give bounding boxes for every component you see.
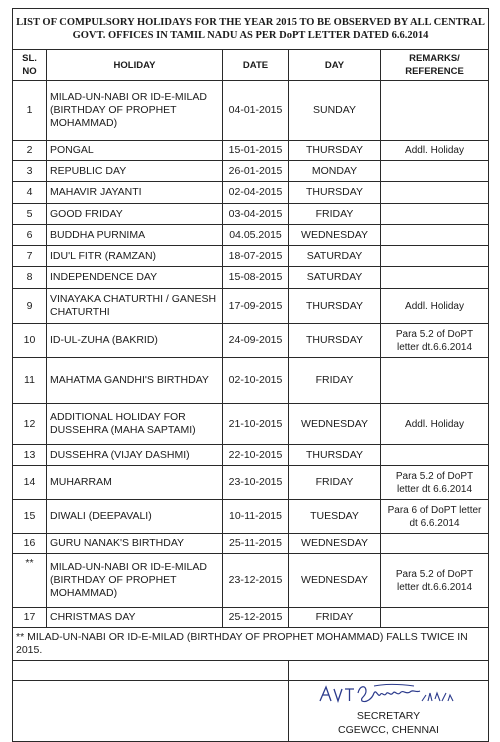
- holiday-cell: MAHAVIR JAYANTI: [47, 182, 223, 204]
- table-row: [13, 608, 489, 628]
- table-row: [13, 404, 489, 445]
- remarks-cell: Para 6 of DoPT letter dt 6.6.2014: [381, 500, 489, 534]
- header-sl-line2: NO: [22, 66, 37, 77]
- holiday-cell: DUSSEHRA (VIJAY DASHMI): [47, 445, 223, 466]
- sl-cell: 12: [13, 404, 47, 445]
- holiday-cell: INDEPENDENCE DAY: [47, 267, 223, 289]
- remarks-cell: [381, 225, 489, 246]
- remarks-cell: [381, 358, 489, 404]
- date-cell: 24-09-2015: [223, 324, 289, 358]
- table-row: [13, 81, 489, 141]
- holiday-cell: ID-UL-ZUHA (BAKRID): [47, 324, 223, 358]
- holiday-cell: IDU'L FITR (RAMZAN): [47, 246, 223, 267]
- date-cell: 25-11-2015: [223, 534, 289, 554]
- date-cell: 21-10-2015: [223, 404, 289, 445]
- signature-cell: [289, 681, 489, 742]
- sl-cell: 2: [13, 141, 47, 161]
- table-row: [13, 246, 489, 267]
- remarks-cell: [381, 246, 489, 267]
- signature-block: [292, 681, 485, 741]
- date-cell: 26-01-2015: [223, 161, 289, 182]
- day-cell: WEDNESDAY: [289, 554, 381, 608]
- holiday-cell: MILAD-UN-NABI OR ID-E-MILAD (BIRTHDAY OF PROPHET MOHAMMAD): [47, 81, 223, 141]
- day-cell: THURSDAY: [289, 289, 381, 324]
- day-cell: TUESDAY: [289, 500, 381, 534]
- holiday-table: [12, 8, 489, 742]
- holiday-cell: BUDDHA PURNIMA: [47, 225, 223, 246]
- sl-cell: 5: [13, 204, 47, 225]
- table-row: [13, 161, 489, 182]
- signatory-office: CGEWCC, CHENNAI: [338, 724, 439, 736]
- table-row: [13, 466, 489, 500]
- remarks-cell: Addl. Holiday: [381, 141, 489, 161]
- remarks-cell: [381, 182, 489, 204]
- remarks-cell: [381, 81, 489, 141]
- sl-cell: 3: [13, 161, 47, 182]
- header-day: DAY: [289, 50, 381, 81]
- day-cell: SATURDAY: [289, 246, 381, 267]
- holiday-cell: ADDITIONAL HOLIDAY FOR DUSSEHRA (MAHA SAPTAMI): [47, 404, 223, 445]
- footnote: ** MILAD-UN-NABI OR ID-E-MILAD (BIRTHDAY OF PROPHET MOHAMMAD) FALLS TWICE IN 2015.: [13, 628, 489, 661]
- remarks-cell: [381, 204, 489, 225]
- holiday-cell: GURU NANAK'S BIRTHDAY: [47, 534, 223, 554]
- sl-cell: 10: [13, 324, 47, 358]
- header-remarks: [381, 50, 489, 81]
- sl-cell: 17: [13, 608, 47, 628]
- title-line-1: LIST OF COMPULSORY HOLIDAYS FOR THE YEAR 2015 TO BE OBSERVED BY ALL CENTRAL: [16, 17, 485, 28]
- table-row: [13, 534, 489, 554]
- day-cell: FRIDAY: [289, 608, 381, 628]
- date-cell: 15-01-2015: [223, 141, 289, 161]
- remarks-cell: Para 5.2 of DoPT letter dt.6.6.2014: [381, 554, 489, 608]
- day-cell: THURSDAY: [289, 445, 381, 466]
- header-remarks-line1: REMARKS/: [409, 53, 460, 64]
- blank-cell-left: [13, 661, 289, 681]
- table-row: [13, 289, 489, 324]
- sl-cell: 13: [13, 445, 47, 466]
- remarks-cell: [381, 534, 489, 554]
- remarks-cell: Addl. Holiday: [381, 289, 489, 324]
- holiday-list-document: [12, 8, 488, 742]
- remarks-cell: [381, 445, 489, 466]
- day-cell: THURSDAY: [289, 324, 381, 358]
- date-cell: 23-12-2015: [223, 554, 289, 608]
- blank-row: [13, 661, 489, 681]
- holiday-cell: VINAYAKA CHATURTHI / GANESH CHATURTHI: [47, 289, 223, 324]
- blank-cell-right: [289, 661, 489, 681]
- holiday-cell: MAHATMA GANDHI'S BIRTHDAY: [47, 358, 223, 404]
- remarks-cell: [381, 267, 489, 289]
- day-cell: FRIDAY: [289, 466, 381, 500]
- holiday-cell: CHRISTMAS DAY: [47, 608, 223, 628]
- sl-cell: 11: [13, 358, 47, 404]
- table-row: [13, 445, 489, 466]
- date-cell: 02-10-2015: [223, 358, 289, 404]
- day-cell: THURSDAY: [289, 182, 381, 204]
- holiday-cell: GOOD FRIDAY: [47, 204, 223, 225]
- day-cell: MONDAY: [289, 161, 381, 182]
- holiday-cell: MUHARRAM: [47, 466, 223, 500]
- sl-cell: **: [13, 554, 47, 608]
- sl-cell: 6: [13, 225, 47, 246]
- sl-cell: 9: [13, 289, 47, 324]
- date-cell: 23-10-2015: [223, 466, 289, 500]
- day-cell: WEDNESDAY: [289, 404, 381, 445]
- day-cell: WEDNESDAY: [289, 225, 381, 246]
- date-cell: 04-01-2015: [223, 81, 289, 141]
- remarks-cell: Para 5.2 of DoPT letter dt.6.6.2014: [381, 324, 489, 358]
- signature-row: [13, 681, 489, 742]
- sl-cell: 16: [13, 534, 47, 554]
- holiday-cell: PONGAL: [47, 141, 223, 161]
- remarks-cell: [381, 608, 489, 628]
- date-cell: 03-04-2015: [223, 204, 289, 225]
- header-sl-line1: SL.: [22, 53, 37, 64]
- date-cell: 22-10-2015: [223, 445, 289, 466]
- date-cell: 15-08-2015: [223, 267, 289, 289]
- day-cell: FRIDAY: [289, 358, 381, 404]
- day-cell: SATURDAY: [289, 267, 381, 289]
- sl-cell: 1: [13, 81, 47, 141]
- date-cell: 02-04-2015: [223, 182, 289, 204]
- date-cell: 04.05.2015: [223, 225, 289, 246]
- date-cell: 25-12-2015: [223, 608, 289, 628]
- signatory-designation: SECRETARY: [356, 710, 421, 722]
- holiday-cell: MILAD-UN-NABI OR ID-E-MILAD (BIRTHDAY OF PROPHET MOHAMMAD): [47, 554, 223, 608]
- table-row: [13, 225, 489, 246]
- header-holiday: HOLIDAY: [47, 50, 223, 81]
- sl-cell: 4: [13, 182, 47, 204]
- signature-spacer: [13, 681, 289, 742]
- remarks-cell: [381, 161, 489, 182]
- header-sl-no: [13, 50, 47, 81]
- table-row: [13, 358, 489, 404]
- title-line-2: GOVT. OFFICES IN TAMIL NADU AS PER DoPT LETTER DATED 6.6.2014: [72, 30, 429, 41]
- date-cell: 18-07-2015: [223, 246, 289, 267]
- day-cell: FRIDAY: [289, 204, 381, 225]
- remarks-cell: Addl. Holiday: [381, 404, 489, 445]
- day-cell: SUNDAY: [289, 81, 381, 141]
- day-cell: THURSDAY: [289, 141, 381, 161]
- table-row: [13, 324, 489, 358]
- table-header-row: [13, 50, 489, 81]
- sl-cell: 14: [13, 466, 47, 500]
- holiday-cell: DIWALI (DEEPAVALI): [47, 500, 223, 534]
- table-row: [13, 267, 489, 289]
- header-date: DATE: [223, 50, 289, 81]
- header-remarks-line2: REFERENCE: [405, 66, 464, 77]
- document-title: [13, 9, 489, 50]
- sl-cell: 8: [13, 267, 47, 289]
- table-row: [13, 500, 489, 534]
- table-row: [13, 182, 489, 204]
- holiday-cell: REPUBLIC DAY: [47, 161, 223, 182]
- sl-cell: 15: [13, 500, 47, 534]
- remarks-cell: Para 5.2 of DoPT letter dt 6.6.2014: [381, 466, 489, 500]
- sl-cell: 7: [13, 246, 47, 267]
- handwritten-signature: [314, 681, 464, 707]
- date-cell: 10-11-2015: [223, 500, 289, 534]
- date-cell: 17-09-2015: [223, 289, 289, 324]
- day-cell: WEDNESDAY: [289, 534, 381, 554]
- table-row: [13, 204, 489, 225]
- table-row: [13, 554, 489, 608]
- table-row: [13, 141, 489, 161]
